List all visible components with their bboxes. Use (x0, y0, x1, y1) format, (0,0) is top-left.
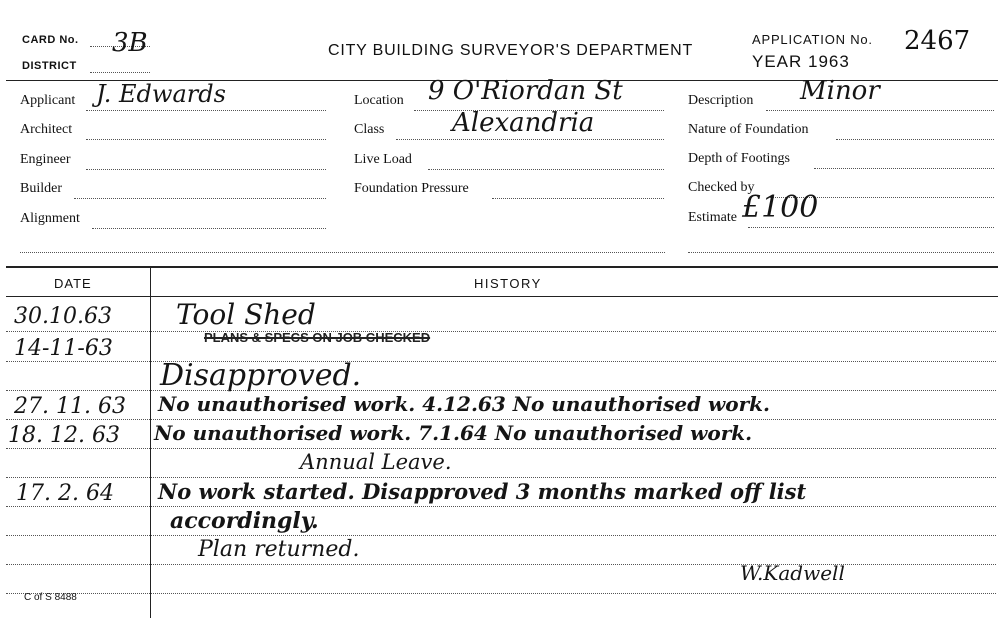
table-rule-1 (6, 331, 996, 332)
table-column-divider (150, 266, 151, 618)
nature-of-foundation-label: Nature of Foundation (688, 122, 809, 137)
row-date: 27. 11. 63 (14, 394, 126, 419)
foundation-pressure-line (492, 198, 664, 199)
struck-stamp: PLANS & SPECS ON JOB CHECKED (204, 330, 431, 345)
history-entry: Disapproved. (160, 358, 362, 393)
description-label: Description (688, 93, 754, 108)
history-entry: Plan returned. (198, 537, 360, 562)
depth-of-footings-line (814, 168, 994, 169)
estimate-line (748, 227, 994, 228)
alignment-label: Alignment (20, 211, 80, 226)
architect-line (86, 139, 326, 140)
live-load-label: Live Load (354, 152, 412, 167)
location-label: Location (354, 93, 404, 108)
history-entry: accordingly. (170, 508, 319, 534)
year-label: YEAR 1963 (752, 52, 850, 71)
history-entry: No work started. Disapproved 3 months marked off list (158, 479, 807, 504)
table-rule-5 (6, 448, 996, 449)
foundation-pressure-label: Foundation Pressure (354, 181, 469, 196)
date-header: DATE (54, 276, 92, 291)
description-line (766, 110, 994, 111)
card-no-value: 3B (112, 28, 148, 58)
table-rule-8 (6, 535, 996, 536)
department-title: CITY BUILDING SURVEYOR'S DEPARTMENT (328, 42, 694, 59)
nature-of-foundation-line (836, 139, 994, 140)
row-date: 17. 2. 64 (16, 481, 114, 506)
history-entry: No unauthorised work. 4.12.63 No unauthorised work. (158, 392, 770, 416)
fields-bottom-dotted-rule-right (688, 252, 994, 253)
form-code: C of S 8488 (24, 592, 77, 603)
history-header: HISTORY (474, 276, 542, 291)
card-no-label: CARD No. (22, 34, 79, 46)
table-rule-7 (6, 506, 996, 507)
table-header-rule (6, 296, 998, 297)
history-entry: No unauthorised work. 7.1.64 No unauthorised work. (154, 421, 753, 445)
application-no-value: 2467 (904, 26, 971, 56)
estimate-value: £100 (742, 190, 819, 225)
row-date: 18. 12. 63 (8, 423, 120, 448)
row-date: 30.10.63 (14, 304, 112, 329)
class-value: Alexandria (452, 108, 595, 138)
builder-label: Builder (20, 181, 62, 196)
fields-bottom-dotted-rule (20, 252, 665, 253)
table-rule-10 (6, 593, 996, 594)
engineer-line (86, 169, 326, 170)
applicant-label: Applicant (20, 93, 76, 108)
applicant-line (86, 110, 326, 111)
table-rule-3 (6, 390, 996, 391)
engineer-label: Engineer (20, 152, 71, 167)
description-value: Minor (800, 76, 880, 106)
class-line (396, 139, 664, 140)
history-entry: Tool Shed (176, 298, 316, 331)
history-entry: Annual Leave. (300, 450, 452, 474)
estimate-label: Estimate (688, 210, 737, 225)
table-rule-4 (6, 419, 996, 420)
table-top-rule (6, 266, 998, 268)
live-load-line (428, 169, 664, 170)
table-rule-2 (6, 361, 996, 362)
table-rule-9 (6, 564, 996, 565)
builder-line (74, 198, 326, 199)
alignment-line (92, 228, 326, 229)
location-value: 9 O'Riordan St (428, 76, 623, 106)
class-label: Class (354, 122, 385, 137)
district-line (90, 72, 150, 73)
depth-of-footings-label: Depth of Footings (688, 151, 790, 166)
row-date: 14-11-63 (14, 336, 113, 361)
applicant-value: J. Edwards (96, 80, 226, 108)
district-label: DISTRICT (22, 60, 77, 72)
architect-label: Architect (20, 122, 73, 137)
checked-by-label: Checked by (688, 180, 755, 195)
table-rule-6 (6, 477, 996, 478)
application-no-label: APPLICATION No. (752, 32, 873, 47)
signature: W.Kadwell (740, 561, 845, 585)
